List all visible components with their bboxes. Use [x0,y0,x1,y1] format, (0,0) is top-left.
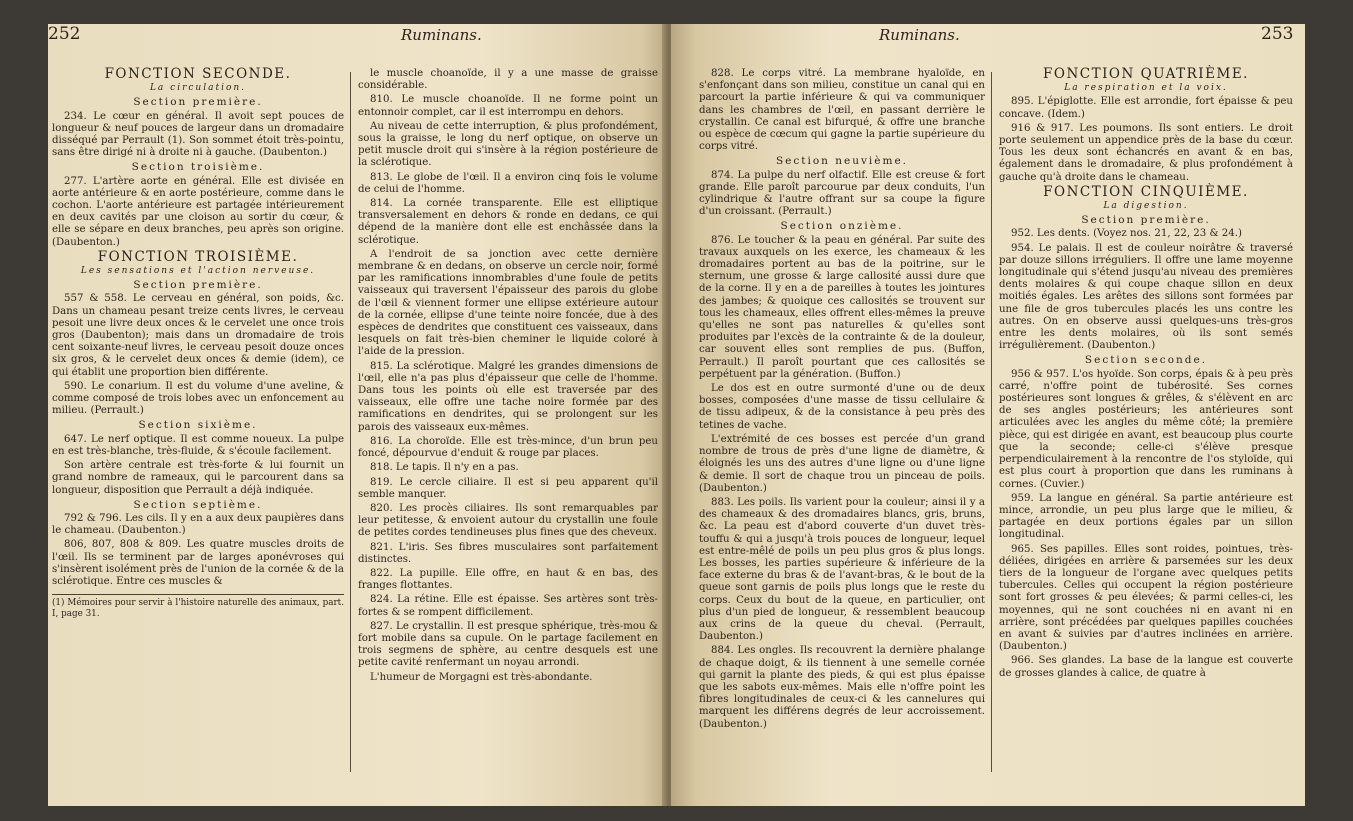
paragraph: 824. La rétine. Elle est épaisse. Ses artères sont très-fortes & se rompent difficilement. [358,594,658,618]
paragraph: 806, 807, 808 & 809. Les quatre muscles droits de l'œil. Ils se terminent par de larges aponévroses qui s'insèrent isolément près de l'union de la cornée & de la sclérotique. Entre ces muscles & [52,539,344,587]
paragraph: Son artère centrale est très-forte & lui fournit un grand nombre de rameaux, qui le parcourent dans sa longueur, disposition que Perrault a déjà indiquée. [52,460,344,496]
paragraph: L'extrémité de ces bosses est percée d'un grand nombre de trous de près d'une ligne de diamètre, & éloignés les uns des autres d'une ligne ou d'une ligne & demie. Il sort de chaque trou un pinceau de poils. (Daubenton.) [699,433,985,494]
section-heading: Section première. [1081,214,1211,227]
function-heading: FONCTION TROISIÈME. [97,248,299,265]
paragraph: 895. L'épiglotte. Elle est arrondie, fort épaisse & peu concave. (Idem.) [999,96,1293,120]
paragraph: 952. Les dents. (Voyez nos. 21, 22, 23 & 24.) [1011,228,1242,240]
right-column-1 [699,68,985,733]
paragraph: 956 & 957. L'os hyoïde. Son corps, épais & à peu près carré, n'offre point de tubérosité. Ses cornes postérieures sont longues & grêles, & s'élèvent en arc de ses angles postérieurs; les antérieures sont articulées avec les angles du même côté; la première pièce, qui est dirigée en avant, est beaucoup plus courte que la seconde; celle-ci s'élève presque perpendiculairement à la rencontre de l'os styloïde, qui est plus court à proportion que dans les ruminans à cornes. (Cuvier.) [999,368,1293,490]
section-heading: Section neuvième. [775,155,909,168]
subheading: La digestion. [1103,201,1189,212]
section-heading: Section première. [133,279,263,292]
paragraph: 916 & 917. Les poumons. Ils sont entiers. Le droit porte seulement un appendice près de la base du cœur. Tous les deux sont échancrés en avant & en bas, également dans le dromadaire, & plus profondément à gauche qu'à droite dans le chameau. [999,122,1293,183]
paragraph: L'humeur de Morgagni est très-abondante. [370,671,593,683]
running-head-right: Ruminans. [879,26,960,44]
left-page [48,24,667,806]
function-heading: FONCTION SECONDE. [104,66,292,82]
paragraph: 557 & 558. Le cerveau en général, son poids, &c. Dans un chameau pesant treize cents livres, le cerveau pesoit une livre deux onces & le cervelet une once trois gros (Daubenton); mais dans un dromadaire de trois cent soixante-neuf livres, le cerveau pesoit douze onces six gros, & le cervelet deux onces & demie (idem), ce qui établit une proportion bien différente. [52,293,344,378]
paragraph: Le dos est en outre surmonté d'une ou de deux bosses, composées d'une masse de tissu cellulaire & de tissu adipeux, & de la consistance à peu près des tetines de vache. [699,383,985,431]
section-heading: Section onzième. [780,220,904,233]
subheading: La respiration et la voix. [1064,83,1228,94]
paragraph: 954. Le palais. Il est de couleur noirâtre & traversé par douze sillons irréguliers. Il offre une lame moyenne longitudinale qui s'étend jusqu'au niveau des premières dents molaires & qui coupe chaque sillon en deux moitiés égales. Les arêtes des sillons sont formées par une file de gros tubercules placés les uns contre les autres. On en observe aussi quelques-uns très-gros entre les dents molaires, où ils sont semés irrégulièrement. (Daubenton.) [999,242,1293,352]
paragraph: 884. Les ongles. Ils recouvrent la dernière phalange de chaque doigt, & ils tiennent à une semelle cornée qui garnit la plante des pieds, & qui est plus épaisse que les sabots eux-mêmes. Mais elle n'offre point les fibres longitudinales de ceux-ci & les cannelures qui marquent les différens degrés de leur accroissement. (Daubenton.) [699,645,985,730]
paragraph: 828. Le corps vitré. La membrane hyaloïde, en s'enfonçant dans son milieu, constitue un canal qui en parcourt la partie inférieure & qui va communiquer dans les chambres de l'œil, en passant derrière le crystallin. Ce canal est bifurqué, & offre une branche ou espèce de cœcum qui gagne la partie supérieure du corps vitré. [699,68,985,153]
right-page [671,24,1305,806]
section-heading: Section septième. [133,498,263,511]
paragraph: 647. Le nerf optique. Il est comme noueux. La pulpe en est très-blanche, très-fluide, & s'écoule facilement. [52,433,344,457]
paragraph: 810. Le muscle choanoïde. Il ne forme point un entonnoir complet, car il est interrompu en dehors. [358,94,658,118]
paragraph: 814. La cornée transparente. Elle est elliptique transversalement en dehors & ronde en dedans, ce qui dépend de la manière dont elle est enchâssée dans la sclérotique. [358,198,658,246]
paragraph: 815. La sclérotique. Malgré les grandes dimensions de l'œil, elle n'a pas plus d'épaisseur que celle de l'homme. Dans tous les points où elle est traversée par des vaisseaux, elle offre une tache noire formée par des ramifications en dendrites, qui se prolongent sur les parois des vaisseaux eux-mêmes. [358,360,658,433]
paragraph: 827. Le crystallin. Il est presque sphérique, très-mou & fort mobile dans sa cupule. On le partage facilement en trois segmens de sphère, au centre desquels est une petite cavité renfermant un noyau arrondi. [358,620,658,669]
section-heading: Section première. [133,96,263,109]
paragraph: le muscle choanoïde, il y a une masse de graisse considérable. [358,68,658,92]
section-heading: Section sixième. [138,419,258,432]
section-heading: Section troisième. [131,161,265,174]
page-number-right: 253 [1261,24,1294,44]
paragraph: 822. La pupille. Elle offre, en haut & en bas, des franges flottantes. [358,567,658,592]
paragraph: 816. La choroïde. Elle est très-mince, d'un brun peu foncé, dépourvue d'enduit & rouge par places. [358,435,658,460]
paragraph: 821. L'iris. Ses fibres musculaires sont parfaitement distinctes. [358,541,658,565]
paragraph: 792 & 796. Les cils. Il y en a aux deux paupières dans le chameau. (Daubenton.) [52,512,344,537]
paragraph: 965. Ses papilles. Elles sont roides, pointues, très-déliées, dirigées en arrière & parsemées sur les deux tiers de la longueur de l'organe avec quelques petits tubercules. Celles qui occupent la région postérieure sont fort grosses & peu élevées; & parmi celles-ci, les moyennes, qui ne sont couchées ni en avant ni en arrière, sont précédées par quelques papilles couchées en avant & suivies par d'autres inclinées en arrière. (Daubenton.) [999,543,1293,653]
page-number-left: 252 [48,24,81,44]
function-heading: FONCTION QUATRIÈME. [1043,66,1249,82]
paragraph: 883. Les poils. Ils varient pour la couleur; ainsi il y a des chameaux & des dromadaires blancs, gris, bruns, &c. La peau est d'abord couverte d'un duvet très-touffu & qui a jusqu'à trois pouces de longueur, lequel est entre-mêlé de poils un peu plus gros & plus longs. Les bosses, les parties supérieure & inférieure de la face externe du bras & de l'avant-bras, & le bout de la queue sont garnis de poils plus longs que le reste du corps. Ceux du bout de la queue, en particulier, ont plus d'un pied de longueur, & ressemblent beaucoup aux crins de la queue du cheval. (Perrault, Daubenton.) [699,496,985,643]
column-rule [350,72,351,772]
subheading: La circulation. [149,83,247,94]
section-heading: Section seconde. [1084,354,1208,367]
paragraph: 818. Le tapis. Il n'y en a pas. [370,462,519,474]
paragraph: 876. Le toucher & la peau en général. Par suite des travaux auxquels on les exerce, les chameaux & les dromadaires portent au bas de la poitrine, sur le sternum, une grosse & large callosité aussi dure que de la corne. Il y en a de pareilles à toutes les jointures des jambes; & quoique ces callosités se trouvent sur tous les chameaux, elles offrent elles-mêmes la preuve qu'elles ne sont pas naturelles & qu'elles sont produites par l'excès de la contrainte & de la douleur, car souvent elles sont remplies de pus. (Buffon, Perrault.) Il paroît pourtant que ces callosités se perpétuent par la génération. (Buffon.) [699,234,985,380]
column-rule [991,72,992,772]
paragraph: 819. Le cercle ciliaire. Il est si peu apparent qu'il semble manquer. [358,476,658,500]
paragraph: 590. Le conarium. Il est du volume d'une aveline, & comme composé de trois lobes avec un enfoncement au milieu. (Perrault.) [52,380,344,417]
right-column-2 [999,68,1293,682]
paragraph: 959. La langue en général. Sa partie antérieure est mince, arrondie, un peu plus large que le milieu, & partagée en deux portions égales par un sillon longitudinal. [999,492,1293,541]
paragraph: Au niveau de cette interruption, & plus profondément, sous la graisse, le long du nerf optique, on observe un petit muscle droit qui s'insère à la région postérieure de la sclérotique. [358,120,658,169]
paragraph: 874. La pulpe du nerf olfactif. Elle est creuse & fort grande. Elle paroît parcourue par deux conduits, l'un cylindrique & l'autre offrant sur sa coupe la figure d'un croissant. (Perrault.) [699,169,985,218]
paragraph: 966. Ses glandes. La base de la langue est couverte de grosses glandes à calice, de quatre à [999,655,1293,679]
paragraph: 277. L'artère aorte en général. Elle est divisée en aorte antérieure & en aorte postérieure, comme dans le cochon. L'aorte antérieure est partagée intérieurement en deux cavités par une cloison au sortir du cœur, & elle se sépare en deux branches, peu après son origine. (Daubenton.) [52,175,344,248]
running-head-left: Ruminans. [401,26,482,44]
paragraph: 234. Le cœur en général. Il avoit sept pouces de longueur & neuf pouces de largeur dans un dromadaire disséqué par Perrault (1). Son sommet étoit très-pointu, sans être dirigé ni à droite ni à gauche. (Daubenton.) [52,110,344,159]
footnote: (1) Mémoires pour servir à l'histoire naturelle des animaux, part. I, page 31. [52,594,344,619]
function-heading: FONCTION CINQUIÈME. [1043,183,1249,200]
paragraph: 813. Le globe de l'œil. Il a environ cinq fois le volume de celui de l'homme. [358,171,658,195]
paragraph: 820. Les procès ciliaires. Ils sont remarquables par leur petitesse, & envoient autour du crystallin une foule de petites cordes tendineuses plus fines que des cheveux. [358,502,658,539]
paragraph: A l'endroit de sa jonction avec cette dernière membrane & en dedans, on observe un cercle noir, formé par les ramifications innombrables d'une foule de petits vaisseaux qui traversent l'épaisseur des parois du globe de l'œil & viennent former une ellipse extérieure autour de la cornée, ellipse d'une teinte noire foncée, due à des espèces de dendrites que constituent ces vaisseaux, dans lesquels on fait très-bien cheminer le liquide coloré à l'aide de la pression. [358,248,658,358]
subheading: Les sensations et l'action nerveuse. [80,266,316,277]
left-column-2 [358,68,658,686]
left-column-1 [52,68,344,619]
